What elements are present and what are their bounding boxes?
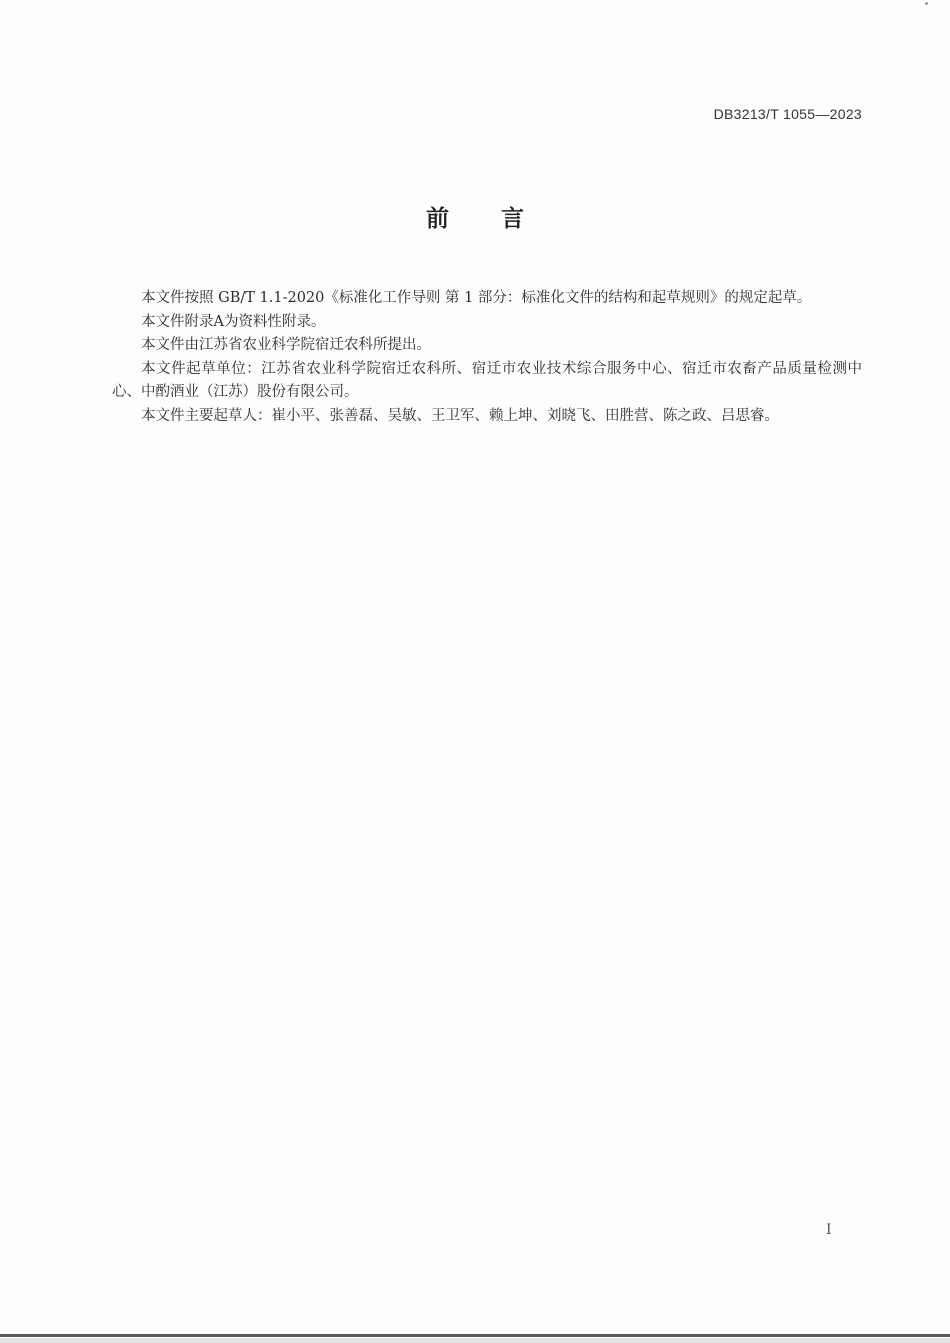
foreword-body xyxy=(112,287,862,428)
bottom-edge-rule xyxy=(0,1334,950,1337)
standard-code: DB3213/T 1055—2023 xyxy=(713,106,862,122)
page-title: 前言 xyxy=(426,206,576,232)
paragraph-proposer: 本文件由江苏省农业科学院宿迁农科所提出。 xyxy=(141,337,431,353)
paragraph-appendix: 本文件附录A为资料性附录。 xyxy=(141,313,326,330)
bottom-edge-shadow xyxy=(0,1338,950,1343)
paragraph-drafting-units: 本文件起草单位：江苏省农业科学院宿迁农科所、宿迁市农业技术综合服务中心、宿迁市农畜产品质量检测中心、中酌酒业（江苏）股份有限公司。 xyxy=(112,360,862,400)
paragraph-drafting-rules: 本文件按照 GB/T 1.1-2020《标准化工作导则 第 1 部分：标准化文件的结构和起草规则》的规定起草。 xyxy=(141,290,812,306)
paragraph-drafters: 本文件主要起草人：崔小平、张善磊、吴敏、王卫军、赖上坤、刘晓飞、田胜营、陈之政、吕思睿。 xyxy=(141,407,779,424)
scan-speck xyxy=(925,2,928,5)
page-number: I xyxy=(826,1222,832,1238)
